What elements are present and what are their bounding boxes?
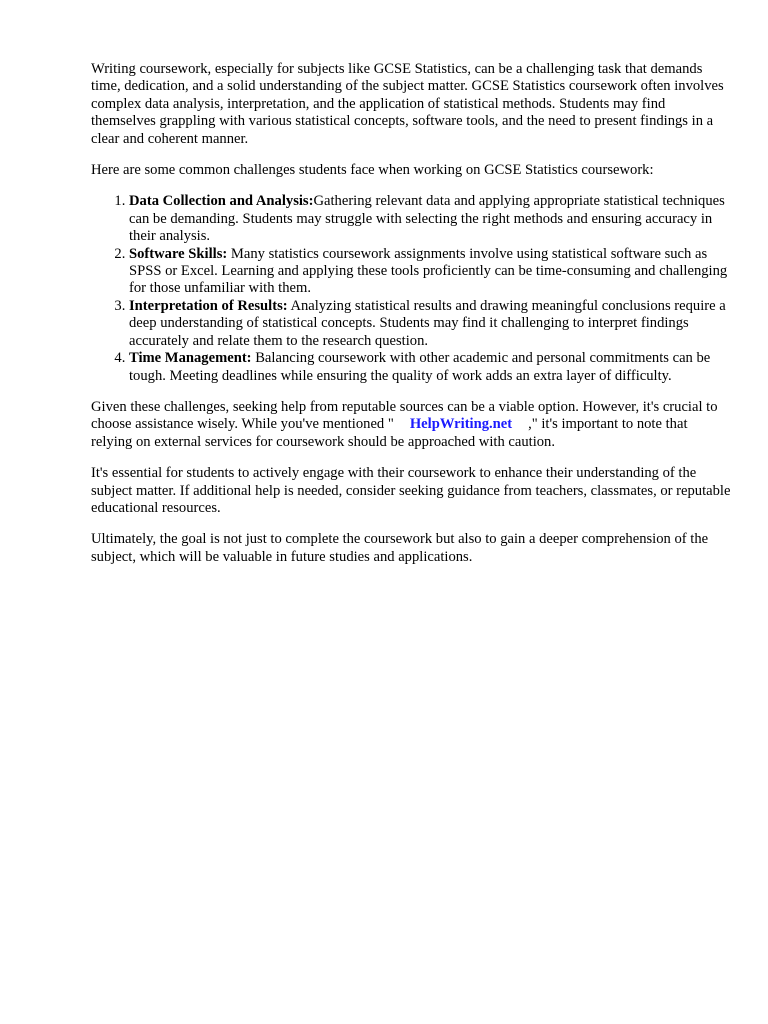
- help-text-before: Given these challenges, seeking help from reputable sources can be a viable option. However, it's crucial to choose assistance wisely. While you've mentioned ": [91, 398, 718, 433]
- list-item-text: Gathering relevant data and applying appropriate statistical techniques can be demanding. Students may struggle with selecting the right methods and ensuring accuracy in their analysis.: [129, 193, 725, 245]
- list-item: [129, 298, 731, 350]
- document-page: [91, 61, 731, 580]
- helpwriting-link[interactable]: HelpWriting.net: [409, 416, 513, 433]
- list-item-term: Data Collection and Analysis:: [129, 193, 314, 210]
- list-item: [129, 350, 731, 385]
- conclusion-paragraph: Ultimately, the goal is not just to complete the coursework but also to gain a deeper comprehension of the subject, which will be valuable in future studies and applications.: [91, 531, 709, 565]
- list-item-text: Balancing coursework with other academic and personal commitments can be tough. Meeting deadlines while ensuring the quality of work adds an extra layer of difficulty.: [129, 350, 711, 384]
- list-item-term: Interpretation of Results:: [129, 297, 288, 314]
- list-item-term: Time Management:: [129, 350, 252, 367]
- list-item: [129, 246, 731, 298]
- challenges-list: [91, 193, 731, 384]
- list-item-term: Software Skills:: [129, 245, 228, 262]
- challenges-intro-paragraph: Here are some common challenges students face when working on GCSE Statistics coursework:: [91, 162, 654, 179]
- list-item-text: Analyzing statistical results and drawing meaningful conclusions require a deep understanding of statistical concepts. Students may find it challenging to interpret findings accurately and relate them to the research question.: [129, 297, 726, 349]
- engage-paragraph: It's essential for students to actively engage with their coursework to enhance their understanding of the subject matter. If additional help is needed, consider seeking guidance from teachers, classmates, or reputable educational resources.: [91, 465, 731, 516]
- help-text-after: ," it's important to note that relying on external services for coursework should be approached with caution.: [91, 416, 688, 450]
- list-item-text: Many statistics coursework assignments involve using statistical software such as SPSS or Excel. Learning and applying these tools proficiently can be time-consuming and challenging for those unfamiliar with them.: [129, 245, 728, 297]
- intro-paragraph: Writing coursework, especially for subjects like GCSE Statistics, can be a challenging task that demands time, dedication, and a solid understanding of the subject matter. GCSE Statistics coursework often involves complex data analysis, interpretation, and the application of statistical methods. Students may find themselves grappling with various statistical concepts, software tools, and the need to present findings in a clear and coherent manner.: [91, 61, 724, 147]
- list-item: [129, 193, 731, 245]
- help-paragraph: [91, 399, 731, 451]
